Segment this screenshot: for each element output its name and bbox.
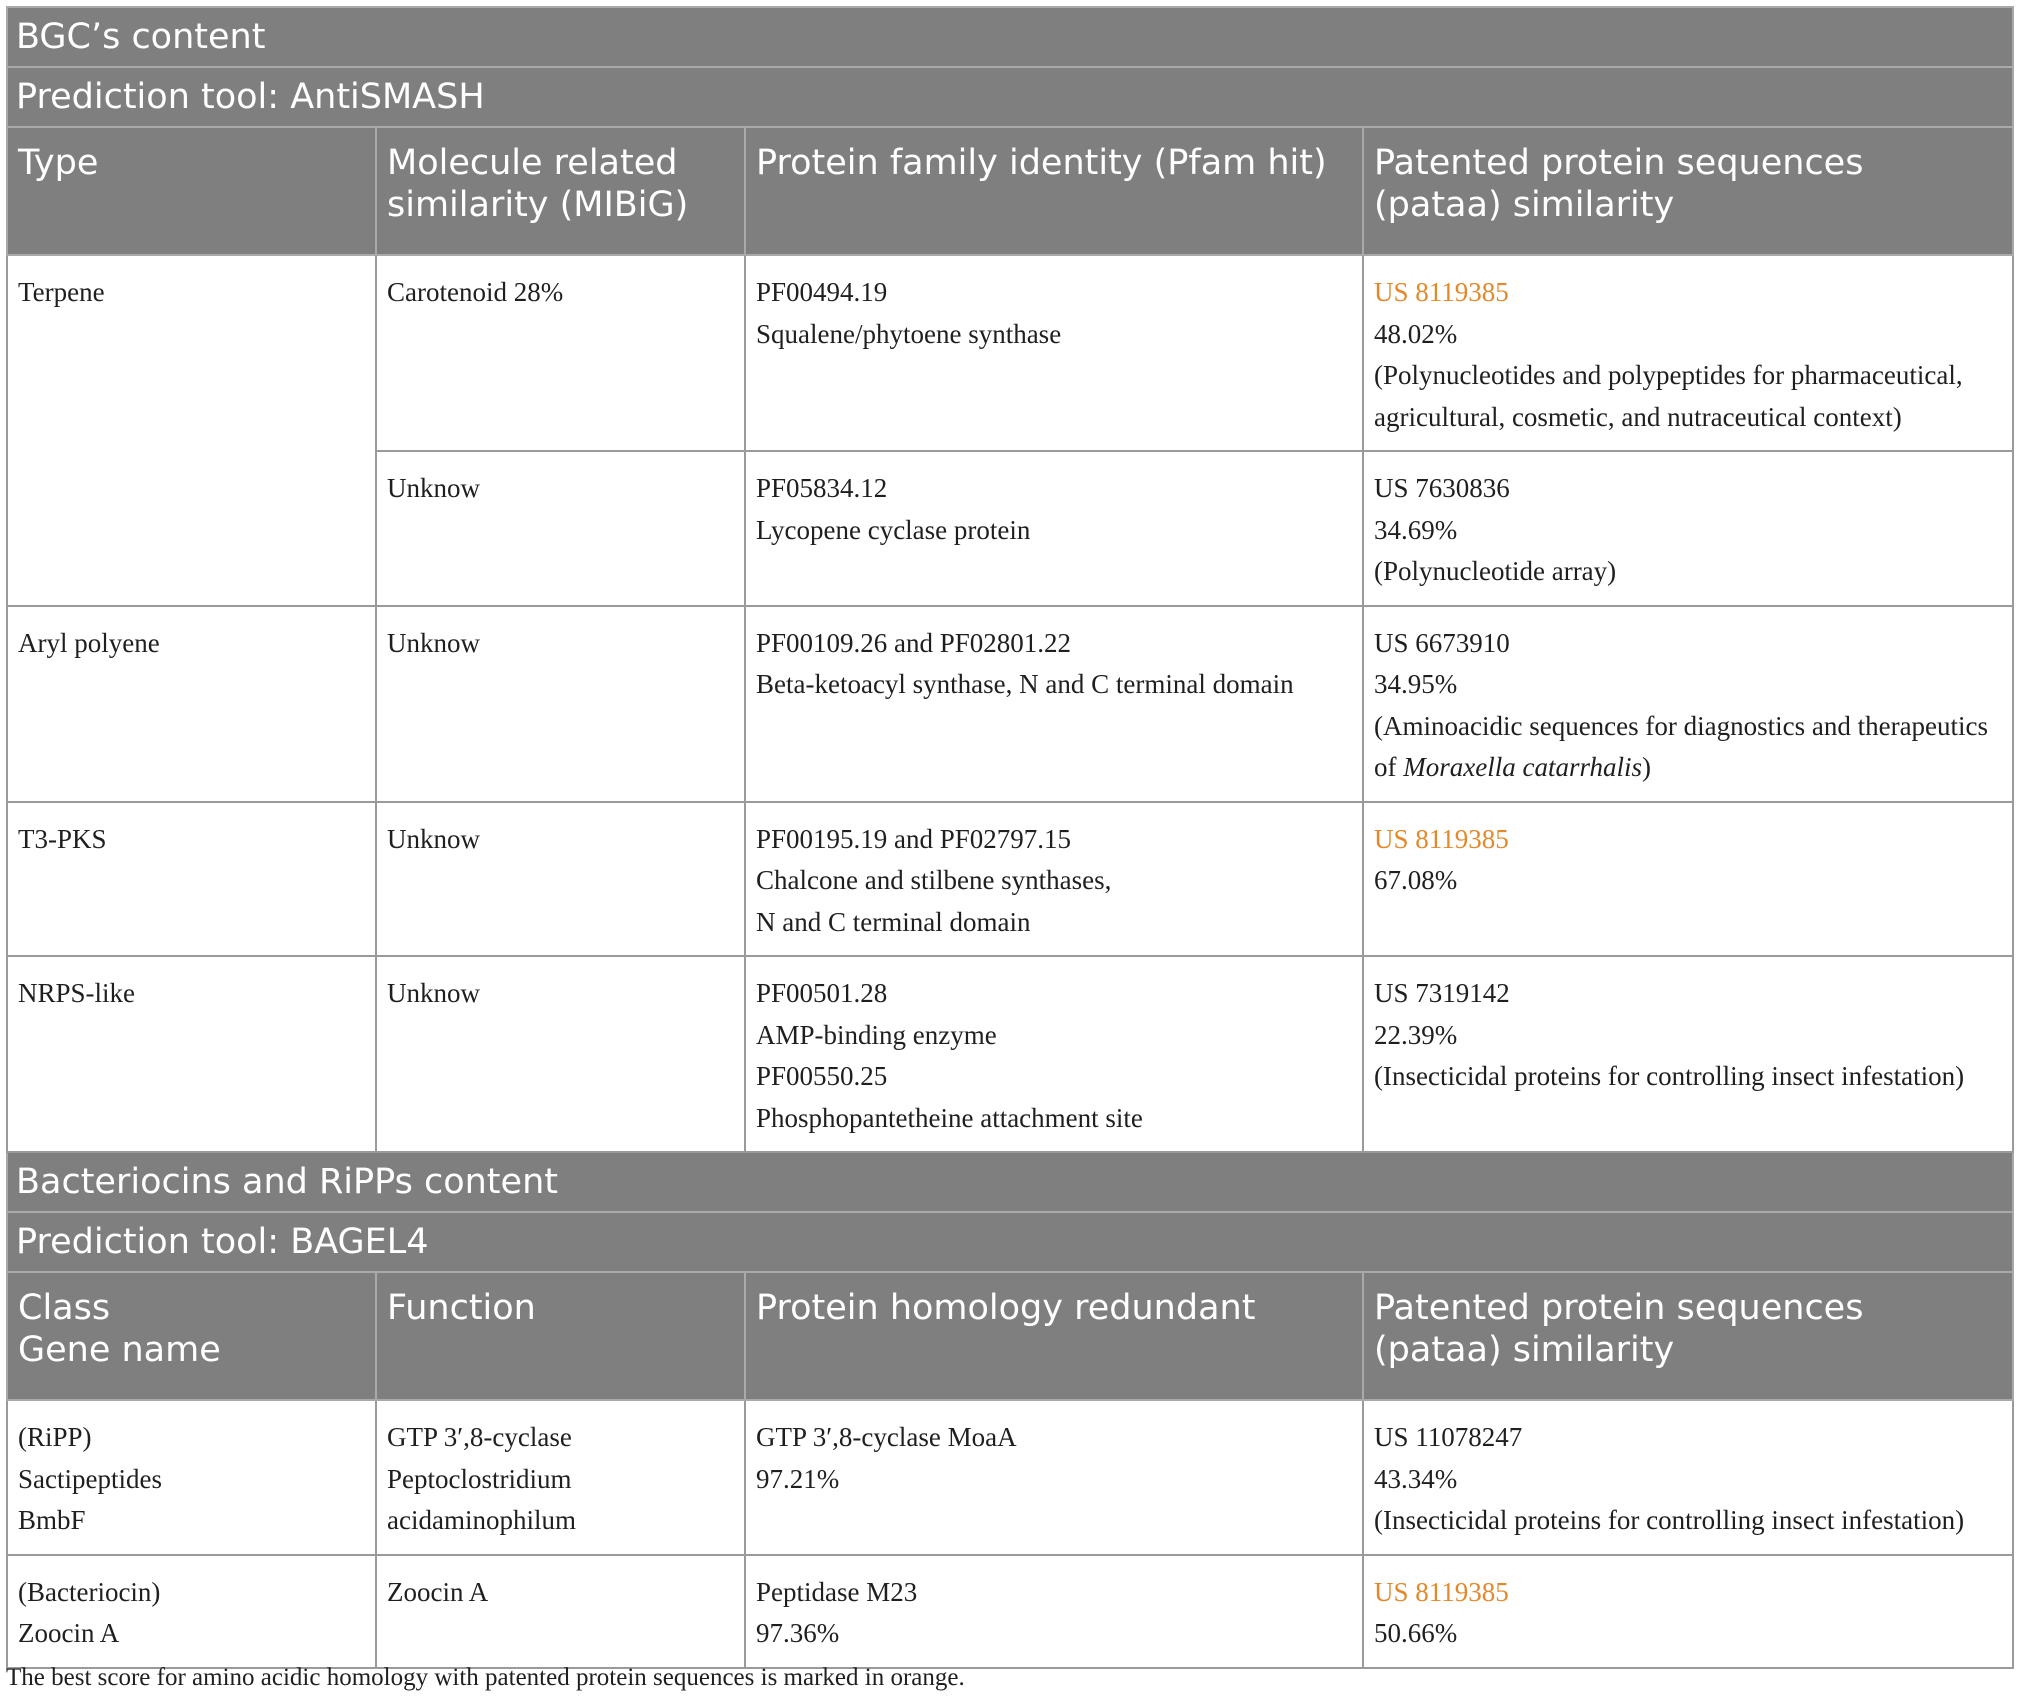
pfam-desc: Chalcone and stilbene synthases, — [756, 865, 1112, 895]
patent-percent: 50.66% — [1374, 1618, 1458, 1648]
section-tool-row — [7, 1212, 2013, 1272]
class-label: (Bacteriocin) — [18, 1576, 161, 1607]
patent-percent: 67.08% — [1374, 865, 1458, 895]
header-homology: Protein homology redundant — [745, 1272, 1363, 1400]
patent-id-link[interactable]: US 8119385 — [1374, 277, 1509, 307]
table-row — [7, 255, 2013, 451]
header-class — [7, 1272, 376, 1400]
header-patent: Patented protein sequences (pataa) similarity — [1363, 1272, 2013, 1400]
header-pfam: Protein family identity (Pfam hit) — [745, 127, 1363, 255]
cell-type — [7, 606, 376, 802]
cell-molecule — [376, 802, 745, 957]
cell-molecule — [376, 451, 745, 606]
section-title-row — [7, 7, 2013, 67]
pfam-id: PF00501.28 — [756, 978, 888, 1008]
type-label: Terpene — [18, 277, 105, 307]
molecule-label: Unknow — [387, 823, 480, 854]
cell-patent — [1363, 1555, 2013, 1668]
section2-title: Bacteriocins and RiPPs content — [7, 1152, 2013, 1212]
type-label: NRPS-like — [18, 978, 136, 1008]
cell-type — [7, 255, 376, 606]
header-class-label: Class — [18, 1288, 111, 1328]
class-label: Sactipeptides — [18, 1463, 162, 1494]
molecule-label: Carotenoid 28% — [387, 277, 564, 307]
patent-id-link[interactable]: US 7319142 — [1374, 978, 1510, 1008]
cell-pfam — [745, 255, 1363, 451]
pfam-desc: AMP-binding enzyme — [756, 1019, 997, 1050]
table-row — [7, 956, 2013, 1152]
patent-description: (Polynucleotides and polypeptides for pharmaceutical, agricultural, cosmetic, and nutraceutical context) — [1374, 360, 1963, 432]
patent-percent: 22.39% — [1374, 1019, 1458, 1050]
section1-tool: Prediction tool: AntiSMASH — [7, 67, 2013, 127]
cell-homology — [745, 1555, 1363, 1668]
column-header-row — [7, 1272, 2013, 1400]
pfam-id: PF00109.26 and PF02801.22 — [756, 627, 1072, 658]
section-tool-row — [7, 67, 2013, 127]
pfam-id: PF05834.12 — [756, 473, 888, 503]
table-footnote: The best score for amino acidic homology with patented protein sequences is marked in orange. — [6, 1664, 965, 1691]
patent-description: (Insecticidal proteins for controlling insect infestation) — [1374, 1061, 1965, 1091]
species-name: Moraxella catarrhalis — [1403, 752, 1642, 782]
pfam-desc: Squalene/phytoene synthase — [756, 318, 1062, 349]
header-patent: Patented protein sequences (pataa) similarity — [1363, 127, 2013, 255]
cell-function — [376, 1400, 745, 1555]
patent-id-link[interactable]: US 6673910 — [1374, 627, 1510, 658]
cell-patent — [1363, 255, 2013, 451]
pfam-desc: N and C terminal domain — [756, 906, 1031, 937]
cell-homology — [745, 1400, 1363, 1555]
cell-type — [7, 956, 376, 1152]
cell-patent — [1363, 606, 2013, 802]
pfam-id: PF00494.19 — [756, 277, 888, 307]
cell-pfam — [745, 606, 1363, 802]
cell-class — [7, 1400, 376, 1555]
patent-id-link[interactable]: US 8119385 — [1374, 823, 1509, 854]
patent-percent: 48.02% — [1374, 318, 1458, 349]
patent-id-link[interactable]: US 7630836 — [1374, 473, 1510, 503]
patent-description — [1374, 706, 2002, 789]
patent-desc-pre: (Aminoacidic sequences for diagnostics and therapeutics of — [1374, 710, 1989, 782]
class-label: (RiPP) — [18, 1422, 92, 1452]
pfam-id: PF00550.25 — [756, 1061, 888, 1091]
cell-patent — [1363, 451, 2013, 606]
table-row — [7, 606, 2013, 802]
column-header-row — [7, 127, 2013, 255]
table-row — [7, 1555, 2013, 1668]
cell-molecule — [376, 255, 745, 451]
molecule-label: Unknow — [387, 978, 480, 1008]
type-label: T3-PKS — [18, 823, 107, 854]
pfam-desc: Lycopene cyclase protein — [756, 514, 1031, 545]
header-type: Type — [7, 127, 376, 255]
homology-percent: 97.36% — [756, 1618, 840, 1648]
patent-description: (Insecticidal proteins for controlling insect infestation) — [1374, 1505, 1965, 1535]
function-label: Zoocin A — [387, 1576, 489, 1607]
cell-function — [376, 1555, 745, 1668]
section-title-row — [7, 1152, 2013, 1212]
patent-percent: 34.95% — [1374, 669, 1458, 699]
molecule-label: Unknow — [387, 627, 480, 658]
cell-molecule — [376, 606, 745, 802]
type-label: Aryl polyene — [18, 627, 160, 658]
cell-patent — [1363, 802, 2013, 957]
patent-percent: 43.34% — [1374, 1463, 1458, 1494]
gene-label: Zoocin A — [18, 1618, 120, 1648]
bgc-table — [6, 6, 2014, 1669]
table-row — [7, 1400, 2013, 1555]
molecule-label: Unknow — [387, 473, 480, 503]
gene-label: BmbF — [18, 1505, 86, 1535]
function-label: Peptoclostridium — [387, 1463, 572, 1494]
cell-pfam — [745, 451, 1363, 606]
cell-molecule — [376, 956, 745, 1152]
pfam-desc: Phosphopantetheine attachment site — [756, 1102, 1143, 1133]
header-molecule: Molecule related similarity (MIBiG) — [376, 127, 745, 255]
homology-percent: 97.21% — [756, 1463, 840, 1494]
patent-desc-post: ) — [1642, 752, 1651, 782]
header-function: Function — [376, 1272, 745, 1400]
table-row — [7, 802, 2013, 957]
cell-class — [7, 1555, 376, 1668]
homology-label: Peptidase M23 — [756, 1576, 918, 1607]
cell-patent — [1363, 1400, 2013, 1555]
header-gene-label: Gene name — [18, 1330, 221, 1370]
cell-type — [7, 802, 376, 957]
patent-percent: 34.69% — [1374, 514, 1458, 545]
patent-id-link[interactable]: US 11078247 — [1374, 1422, 1523, 1452]
pfam-id: PF00195.19 and PF02797.15 — [756, 823, 1072, 854]
data-table-container — [6, 6, 2012, 1669]
patent-id-link[interactable]: US 8119385 — [1374, 1576, 1509, 1607]
cell-pfam — [745, 802, 1363, 957]
pfam-desc: Beta-ketoacyl synthase, N and C terminal domain — [756, 669, 1294, 699]
cell-pfam — [745, 956, 1363, 1152]
homology-label: GTP 3′,8-cyclase MoaA — [756, 1422, 1017, 1452]
cell-patent — [1363, 956, 2013, 1152]
function-label: acidaminophilum — [387, 1505, 576, 1535]
function-label: GTP 3′,8-cyclase — [387, 1422, 572, 1452]
section1-title: BGC’s content — [7, 7, 2013, 67]
patent-description: (Polynucleotide array) — [1374, 556, 1617, 586]
section2-tool: Prediction tool: BAGEL4 — [7, 1212, 2013, 1272]
